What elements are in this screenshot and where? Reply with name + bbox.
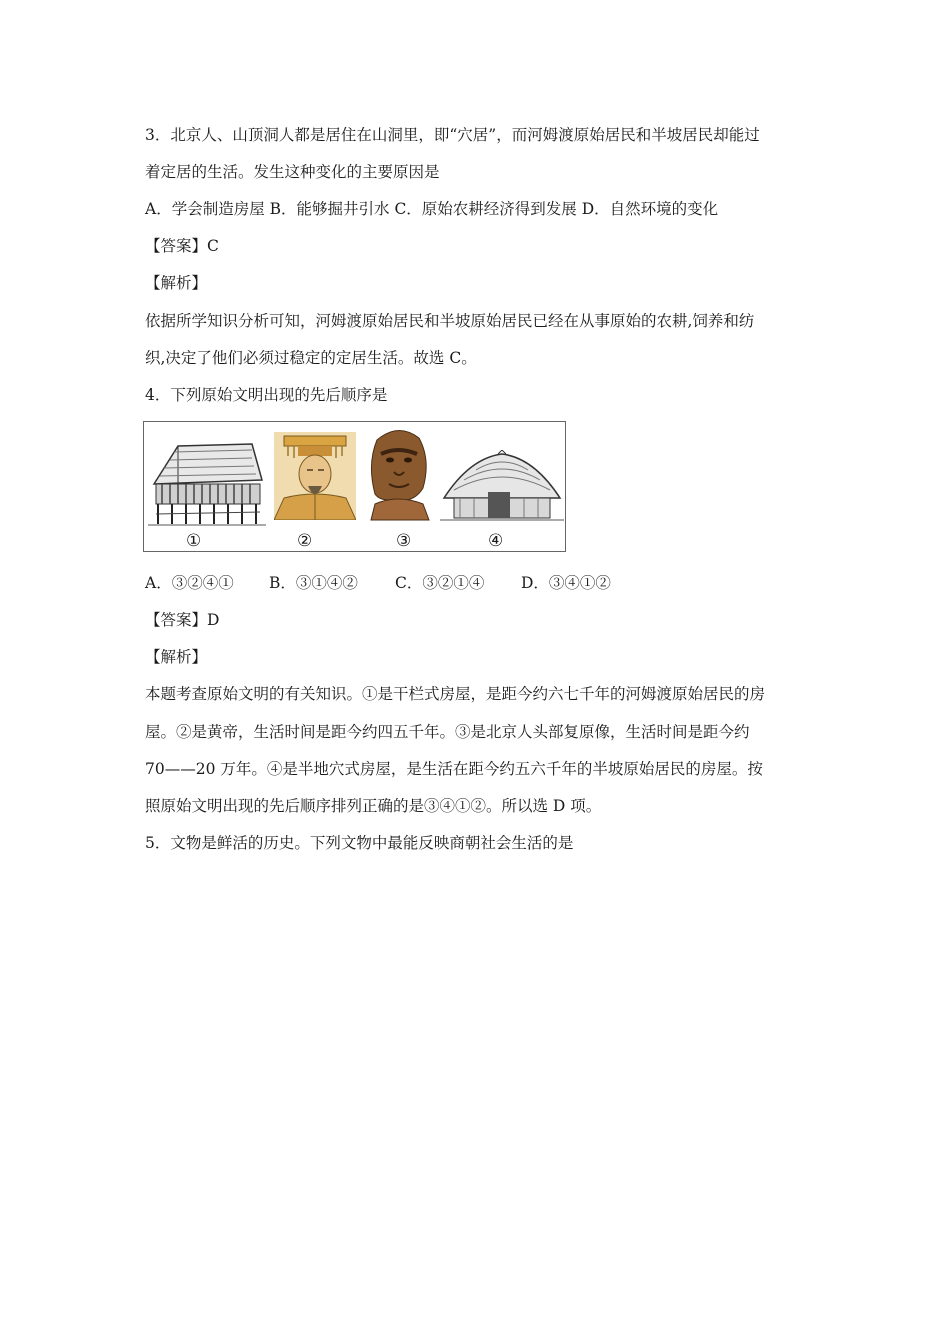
q4-answer: 【答案】D — [145, 611, 220, 629]
q4-option-d: D．③④①② — [521, 574, 611, 592]
figure-label-2: ② — [297, 531, 313, 551]
peking-man-bust-image — [361, 424, 435, 524]
q4-figure — [143, 421, 566, 552]
q4-option-c: C．③②①④ — [395, 574, 485, 592]
q5-stem: 5．文物是鲜活的历史。下列文物中最能反映商朝社会生活的是 — [145, 834, 574, 852]
huangdi-portrait-image — [274, 432, 356, 520]
q4-options — [145, 573, 611, 593]
figure-label-4: ④ — [488, 531, 504, 551]
q4-option-b: B．③①④② — [269, 574, 358, 592]
q3-analysis-label: 【解析】 — [145, 274, 208, 292]
semi-subterranean-house-image — [440, 450, 564, 524]
q4-analysis-line1: 本题考查原始文明的有关知识。①是干栏式房屋，是距今约六七千年的河姆渡原始居民的房 — [145, 685, 766, 703]
q4-stem: 4．下列原始文明出现的先后顺序是 — [145, 386, 388, 404]
q4-analysis-line3: 70——20 万年。④是半地穴式房屋，是生活在距今约五六千年的半坡原始居民的房屋。按 — [145, 760, 763, 778]
q4-analysis-line4: 照原始文明出现的先后顺序排列正确的是③④①②。所以选 D 项。 — [145, 797, 602, 815]
q3-analysis-line1: 依据所学知识分析可知，河姆渡原始居民和半坡原始居民已经在从事原始的农耕,饲养和纺 — [145, 312, 755, 330]
q4-option-a: A．③②④① — [145, 574, 234, 592]
q3-stem-line2: 着定居的生活。发生这种变化的主要原因是 — [145, 163, 440, 181]
figure-label-1: ① — [186, 531, 202, 551]
q3-analysis-line2: 织,决定了他们必须过稳定的定居生活。故选 C。 — [145, 349, 477, 367]
stilt-house-image — [148, 436, 266, 528]
figure-label-3: ③ — [396, 531, 412, 551]
q4-analysis-line2: 屋。②是黄帝，生活时间是距今约四五千年。③是北京人头部复原像，生活时间是距今约 — [145, 723, 750, 741]
q3-answer: 【答案】C — [145, 237, 219, 255]
q3-stem-line1: 3．北京人、山顶洞人都是居住在山洞里，即“穴居”，而河姆渡原始居民和半坡居民却能过 — [145, 126, 760, 144]
q4-analysis-label: 【解析】 — [145, 648, 208, 666]
q3-options: A．学会制造房屋 B．能够掘井引水 C．原始农耕经济得到发展 D．自然环境的变化 — [145, 200, 719, 218]
